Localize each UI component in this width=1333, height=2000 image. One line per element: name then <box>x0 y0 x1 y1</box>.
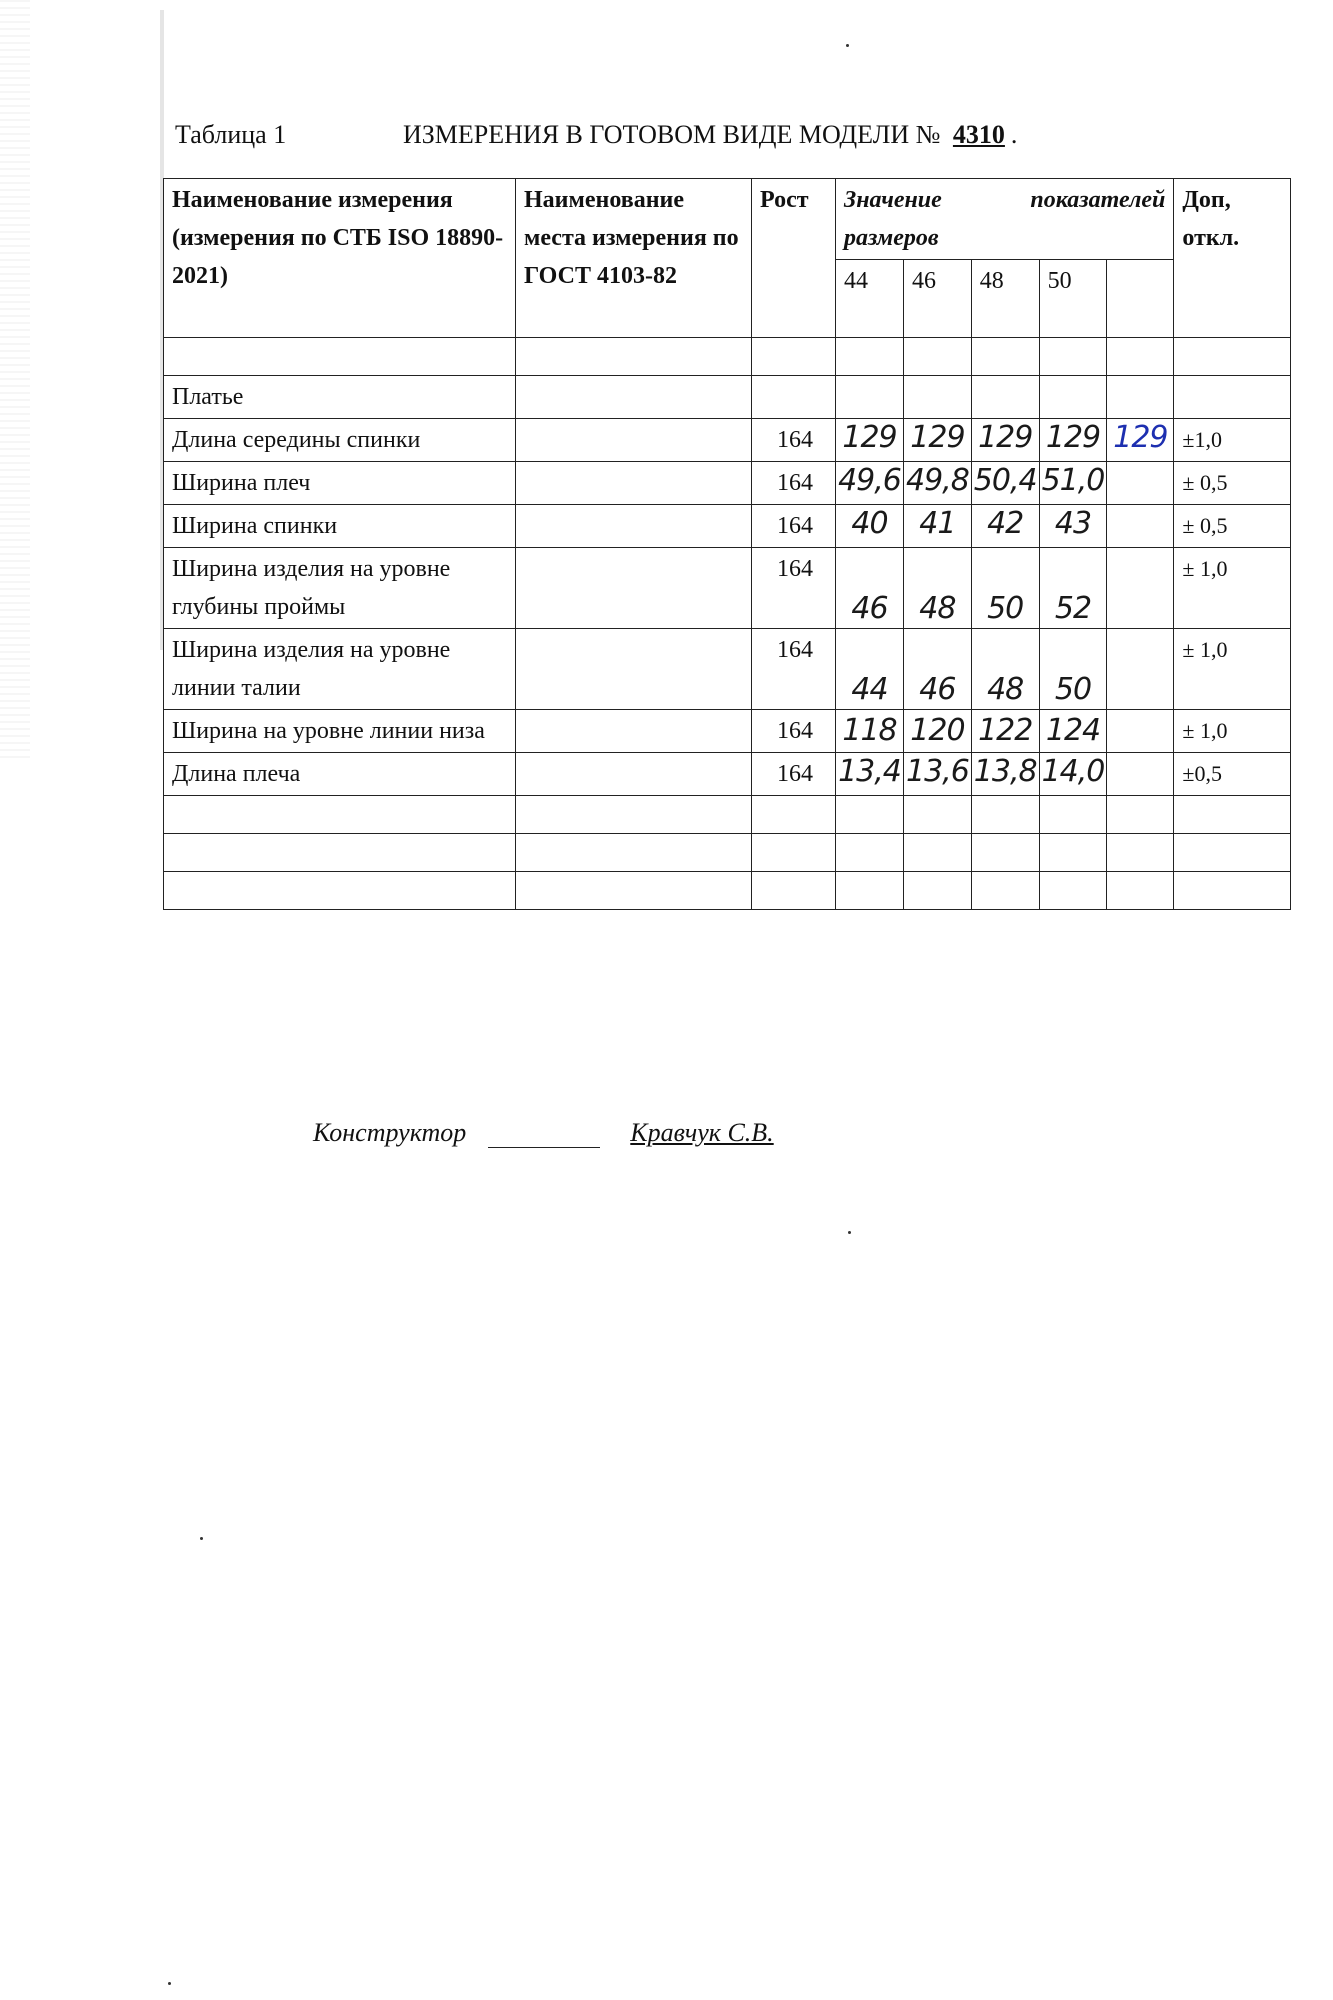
value-46: 120 <box>904 710 972 753</box>
value-50: 43 <box>1039 505 1107 548</box>
growth-value: 164 <box>752 505 836 548</box>
measure-place <box>516 505 752 548</box>
value-extra <box>1107 710 1174 753</box>
growth-value: 164 <box>752 629 836 710</box>
empty-row <box>164 834 1291 872</box>
empty-row <box>164 872 1291 910</box>
table-title: ИЗМЕРЕНИЯ В ГОТОВОМ ВИДЕ МОДЕЛИ № <box>403 120 941 149</box>
measure-name: Ширина на уровне линии низа <box>164 710 516 753</box>
value-46: 49,8 <box>904 462 972 505</box>
value-46: 129 <box>904 419 972 462</box>
section-row <box>164 376 1291 419</box>
measure-place <box>516 753 752 796</box>
value-44: 13,4 <box>836 753 904 796</box>
measurements-table <box>163 178 1291 910</box>
value-extra: 129 <box>1107 419 1174 462</box>
header-growth: Рост <box>752 179 836 338</box>
measure-place <box>516 629 752 710</box>
value-44: 46 <box>836 548 904 629</box>
blank-row <box>164 338 1291 376</box>
value-50: 51,0 <box>1039 462 1107 505</box>
value-extra <box>1107 753 1174 796</box>
scan-speck <box>200 1537 203 1540</box>
scan-speck <box>168 1982 171 1985</box>
tolerance-value: ± 0,5 <box>1174 462 1291 505</box>
value-50: 124 <box>1039 710 1107 753</box>
table-row <box>164 710 1291 753</box>
section-title: Платье <box>164 376 516 419</box>
size-44: 44 <box>836 260 904 338</box>
tolerance-value: ± 1,0 <box>1174 548 1291 629</box>
value-48: 122 <box>971 710 1039 753</box>
tolerance-value: ± 1,0 <box>1174 629 1291 710</box>
value-48: 48 <box>971 629 1039 710</box>
growth-value: 164 <box>752 419 836 462</box>
value-48: 42 <box>971 505 1039 548</box>
header-measure-place: Наименование места измерения по ГОСТ 4103-82 <box>516 179 752 338</box>
header-size-values: Значение показателей размеров <box>836 179 1174 260</box>
value-50: 52 <box>1039 548 1107 629</box>
model-number: 4310 <box>952 120 1005 149</box>
scan-artifact <box>0 0 30 760</box>
measure-name: Ширина изделия на уровне глубины проймы <box>164 548 516 629</box>
value-extra <box>1107 462 1174 505</box>
growth-value: 164 <box>752 710 836 753</box>
value-46: 41 <box>904 505 972 548</box>
value-44: 44 <box>836 629 904 710</box>
value-44: 118 <box>836 710 904 753</box>
value-44: 40 <box>836 505 904 548</box>
value-extra <box>1107 629 1174 710</box>
measure-place <box>516 710 752 753</box>
tolerance-value: ± 0,5 <box>1174 505 1291 548</box>
measure-name: Ширина спинки <box>164 505 516 548</box>
value-46: 13,6 <box>904 753 972 796</box>
tolerance-value: ±0,5 <box>1174 753 1291 796</box>
empty-row <box>164 796 1291 834</box>
signature-blank <box>488 1121 600 1148</box>
value-48: 13,8 <box>971 753 1039 796</box>
value-50: 50 <box>1039 629 1107 710</box>
measure-place <box>516 419 752 462</box>
value-50: 14,0 <box>1039 753 1107 796</box>
scan-speck <box>848 1231 851 1234</box>
table-row <box>164 753 1291 796</box>
measure-name: Ширина плеч <box>164 462 516 505</box>
tolerance-value: ±1,0 <box>1174 419 1291 462</box>
value-extra <box>1107 548 1174 629</box>
value-50: 129 <box>1039 419 1107 462</box>
table-row <box>164 548 1291 629</box>
measure-place <box>516 462 752 505</box>
growth-value: 164 <box>752 462 836 505</box>
table-row <box>164 419 1291 462</box>
value-48: 129 <box>971 419 1039 462</box>
tolerance-value: ± 1,0 <box>1174 710 1291 753</box>
growth-value: 164 <box>752 753 836 796</box>
table-row <box>164 462 1291 505</box>
header-tolerance: Доп, откл. <box>1174 179 1291 338</box>
table-caption <box>175 120 1017 150</box>
table-row <box>164 629 1291 710</box>
measure-name: Длина плеча <box>164 753 516 796</box>
signature-line <box>313 1118 774 1148</box>
value-46: 46 <box>904 629 972 710</box>
value-extra <box>1107 505 1174 548</box>
table-label: Таблица 1 <box>175 120 287 149</box>
value-46: 48 <box>904 548 972 629</box>
size-46: 46 <box>904 260 972 338</box>
table-row <box>164 505 1291 548</box>
size-48: 48 <box>971 260 1039 338</box>
value-48: 50,4 <box>971 462 1039 505</box>
scan-speck <box>846 44 849 47</box>
measure-name: Ширина изделия на уровне линии талии <box>164 629 516 710</box>
signature-name: Кравчук С.В. <box>630 1118 774 1147</box>
header-row <box>164 179 1291 260</box>
signature-role: Конструктор <box>313 1118 467 1147</box>
value-48: 50 <box>971 548 1039 629</box>
size-50: 50 <box>1039 260 1107 338</box>
growth-value: 164 <box>752 548 836 629</box>
value-44: 129 <box>836 419 904 462</box>
value-44: 49,6 <box>836 462 904 505</box>
caption-period: . <box>1010 120 1018 149</box>
header-measure-name: Наименование измерения (измерения по СТБ ISO 18890-2021) <box>164 179 516 338</box>
measure-place <box>516 548 752 629</box>
measure-name: Длина середины спинки <box>164 419 516 462</box>
size-extra <box>1107 260 1174 338</box>
